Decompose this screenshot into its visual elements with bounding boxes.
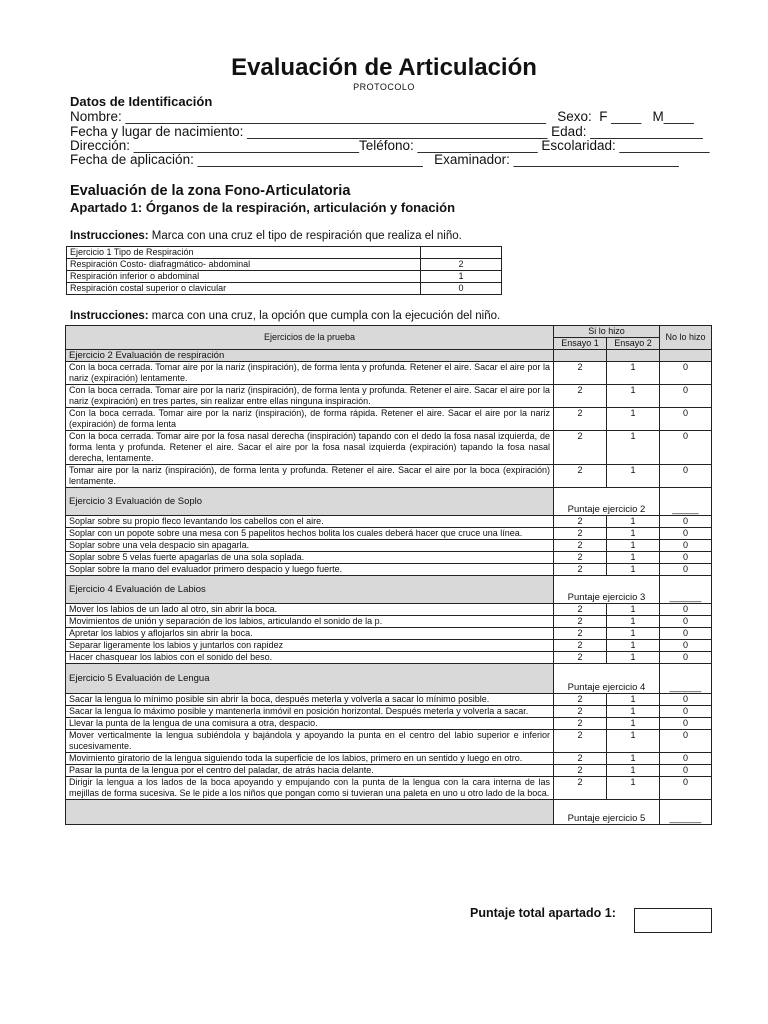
ensayo2-value: 1 — [607, 694, 660, 706]
identification-heading: Datos de Identificación — [70, 94, 213, 109]
table-row — [66, 385, 712, 408]
exercise-description: Llevar la punta de la lengua de una comisura a otra, despacio. — [66, 718, 554, 730]
ensayo1-value: 2 — [554, 777, 607, 800]
exercise-2-title-no — [660, 350, 712, 362]
col-header-no: No lo hizo — [660, 326, 712, 350]
ensayo1-value: 2 — [554, 753, 607, 765]
no-value: 0 — [660, 552, 712, 564]
table-row — [66, 350, 712, 362]
address-line: Dirección: ______________________________Teléfono: ________________ Escolaridad: ____________ — [70, 138, 710, 153]
no-value: 0 — [660, 528, 712, 540]
exercise-description: Separar ligeramente los labios y juntarlos con rapidez — [66, 640, 554, 652]
no-value: 0 — [660, 516, 712, 528]
ensayo1-value: 2 — [554, 694, 607, 706]
no-value: 0 — [660, 706, 712, 718]
total-score-label: Puntaje total apartado 1: — [470, 906, 616, 920]
table-row — [66, 604, 712, 616]
exercise-description: Movimientos de unión y separación de los labios, articulando el sonido de la p. — [66, 616, 554, 628]
score-label-4: Puntaje ejercicio 4 — [554, 664, 660, 694]
col-header-ensayo2: Ensayo 2 — [607, 338, 660, 350]
score-blank-4: ______ — [660, 664, 712, 694]
ensayo2-value: 1 — [607, 616, 660, 628]
ensayo1-value: 2 — [554, 465, 607, 488]
ensayo2-value: 1 — [607, 718, 660, 730]
ensayo1-value: 2 — [554, 616, 607, 628]
ensayo1-value: 2 — [554, 765, 607, 777]
instructions-2-label: Instrucciones: — [70, 310, 149, 322]
ensayo1-value: 2 — [554, 718, 607, 730]
table-row — [66, 564, 712, 576]
table-row — [66, 777, 712, 800]
ensayo2-value: 1 — [607, 765, 660, 777]
no-value: 0 — [660, 718, 712, 730]
exercise-description: Con la boca cerrada. Tomar aire por la nariz (inspiración), de forma rápida. Retener el aire. Sacar el aire por la nariz (expiración) de forma lenta — [66, 408, 554, 431]
exercise-3-title: Ejercicio 3 Evaluación de Soplo — [66, 488, 554, 516]
ensayo1-value: 2 — [554, 640, 607, 652]
score-blank-2: _____ — [660, 488, 712, 516]
ensayo1-value: 2 — [554, 528, 607, 540]
table-row — [66, 718, 712, 730]
exercise-description: Soplar con un popote sobre una mesa con 5 papelitos hechos bolita los cuales deberá hacer que cruce una línea. — [66, 528, 554, 540]
ensayo1-value: 2 — [554, 385, 607, 408]
instructions-2-text: marca con una cruz, la opción que cumpla con la ejecución del niño. — [148, 310, 501, 322]
ensayo2-value: 1 — [607, 431, 660, 465]
exercise-description: Con la boca cerrada. Tomar aire por la fosa nasal derecha (inspiración) tapando con el dedo la fosa nasal izquierda, de forma lenta y profunda. Retener el aire. Sacar el aire por la fosa nasal izquierda (expiración) tapando la fosa nasal derecha, lentamente. — [66, 431, 554, 465]
no-value: 0 — [660, 362, 712, 385]
no-value: 0 — [660, 777, 712, 800]
table-row — [66, 800, 712, 825]
no-value: 0 — [660, 765, 712, 777]
respiration-table-header: Ejercicio 1 Tipo de Respiración — [67, 247, 421, 259]
ensayo2-value: 1 — [607, 706, 660, 718]
table-row — [66, 765, 712, 777]
instructions-1-label: Instrucciones: — [70, 230, 149, 242]
col-header-exercises: Ejercicios de la prueba — [66, 326, 554, 350]
table-row — [66, 540, 712, 552]
ensayo1-value: 2 — [554, 362, 607, 385]
respiration-row-label: Respiración costal superior o clavicular — [67, 283, 421, 295]
ensayo2-value: 1 — [607, 604, 660, 616]
section-heading: Evaluación de la zona Fono-Articulatoria — [70, 183, 351, 199]
table-row — [66, 576, 712, 604]
exercise-2-body — [66, 350, 712, 488]
name-line: Nombre: ________________________________________________________ Sexo: F ____ M____ — [70, 109, 694, 124]
no-value: 0 — [660, 408, 712, 431]
exercise-4-body — [66, 576, 712, 664]
table-row — [66, 664, 712, 694]
instructions-2 — [70, 310, 500, 322]
exercise-description: Sacar la lengua lo máximo posible y mantenerla inmóvil en posición horizontal. Después meterla y volverla a sacar. — [66, 706, 554, 718]
ensayo1-value: 2 — [554, 730, 607, 753]
exercise-description: Hacer chasquear los labios con el sonido del beso. — [66, 652, 554, 664]
ensayo2-value: 1 — [607, 640, 660, 652]
ensayo1-value: 2 — [554, 604, 607, 616]
table-row — [66, 408, 712, 431]
instructions-1-text: Marca con una cruz el tipo de respiración que realiza el niño. — [148, 230, 462, 242]
ensayo1-value: 2 — [554, 540, 607, 552]
col-header-si: Si lo hizo — [554, 326, 660, 338]
exercise-description: Movimiento giratorio de la lengua siguiendo toda la superficie de los labios, primero en un sentido y luego en otro. — [66, 753, 554, 765]
exercise-description: Mover verticalmente la lengua subiéndola y bajándola y apoyando la punta en el centro del labio superior e inferior sucesivamente. — [66, 730, 554, 753]
no-value: 0 — [660, 730, 712, 753]
ensayo2-value: 1 — [607, 652, 660, 664]
no-value: 0 — [660, 628, 712, 640]
exercise-description: Sacar la lengua lo mínimo posible sin abrir la boca, después meterla y volverla a sacar lo mínimo posible. — [66, 694, 554, 706]
exercise-4-title: Ejercicio 4 Evaluación de Labios — [66, 576, 554, 604]
ensayo2-value: 1 — [607, 730, 660, 753]
no-value: 0 — [660, 640, 712, 652]
ensayo2-value: 1 — [607, 362, 660, 385]
exercise-description: Soplar sobre su propio fleco levantando los cabellos con el aire. — [66, 516, 554, 528]
table-row — [66, 528, 712, 540]
respiration-row-value: 0 — [421, 283, 502, 295]
ensayo2-value: 1 — [607, 564, 660, 576]
ensayo2-value: 1 — [607, 552, 660, 564]
respiration-table — [66, 246, 502, 295]
ensayo1-value: 2 — [554, 564, 607, 576]
application-date-line: Fecha de aplicación: ______________________________ Examinador: ______________________ — [70, 152, 679, 167]
instructions-1 — [70, 230, 462, 242]
exercise-description: Soplar sobre la mano del evaluador primero despacio y luego fuerte. — [66, 564, 554, 576]
ensayo2-value: 1 — [607, 465, 660, 488]
birth-line: Fecha y lugar de nacimiento: ________________________________________ Edad: _______________ — [70, 124, 703, 139]
exercise-5-body — [66, 664, 712, 800]
score-blank-5: ______ — [660, 800, 712, 825]
section-subheading: Apartado 1: Órganos de la respiración, articulación y fonación — [70, 200, 456, 215]
no-value: 0 — [660, 604, 712, 616]
respiration-row-label: Respiración Costo- diafragmático- abdominal — [67, 259, 421, 271]
page-title: Evaluación de Articulación — [231, 54, 537, 81]
table-row — [66, 640, 712, 652]
ensayo1-value: 2 — [554, 652, 607, 664]
ensayo2-value: 1 — [607, 408, 660, 431]
table-row — [66, 694, 712, 706]
no-value: 0 — [660, 616, 712, 628]
score-label-2: Puntaje ejercicio 2 — [554, 488, 660, 516]
no-value: 0 — [660, 540, 712, 552]
table-row — [66, 465, 712, 488]
exercise-5-title: Ejercicio 5 Evaluación de Lengua — [66, 664, 554, 694]
ensayo2-value: 1 — [607, 628, 660, 640]
no-value: 0 — [660, 431, 712, 465]
score-label-3: Puntaje ejercicio 3 — [554, 576, 660, 604]
exercise-2-title: Ejercicio 2 Evaluación de respiración — [66, 350, 554, 362]
exercise-description: Apretar los labios y aflojarlos sin abrir la boca. — [66, 628, 554, 640]
ensayo1-value: 2 — [554, 628, 607, 640]
table-row — [66, 706, 712, 718]
ensayo2-value: 1 — [607, 753, 660, 765]
table-row — [66, 516, 712, 528]
exercise-3-body — [66, 488, 712, 576]
ensayo2-value: 1 — [607, 540, 660, 552]
respiration-row-label: Respiración inferior o abdominal — [67, 271, 421, 283]
table-row — [66, 628, 712, 640]
exercise-2-title-e2 — [607, 350, 660, 362]
exercise-description: Tomar aire por la nariz (inspiración), de forma lenta y profunda. Retener el aire. Sacar el aire por la boca (expiración) lentamente. — [66, 465, 554, 488]
ensayo2-value: 1 — [607, 777, 660, 800]
exercise-description: Dirigir la lengua a los lados de la boca apoyando y empujando con la punta de la lengua con la cara interna de las mejillas de forma sucesiva. Se le pide a los niños que pongan como si tuvieran una paleta en uno u otro lado de la boca. — [66, 777, 554, 800]
final-score-body — [66, 800, 712, 825]
exercise-description: Con la boca cerrada. Tomar aire por la nariz (inspiración), de forma lenta y profunda. Retener el aire. Sacar el aire por la nariz (expiración) lentamente. — [66, 362, 554, 385]
exercise-description: Pasar la punta de la lengua por el centro del paladar, de atrás hacia delante. — [66, 765, 554, 777]
ensayo1-value: 2 — [554, 552, 607, 564]
no-value: 0 — [660, 465, 712, 488]
respiration-row-value: 2 — [421, 259, 502, 271]
ensayo1-value: 2 — [554, 408, 607, 431]
table-row — [66, 552, 712, 564]
table-row — [66, 730, 712, 753]
col-header-ensayo1: Ensayo 1 — [554, 338, 607, 350]
table-row — [66, 616, 712, 628]
exercise-2-title-e1 — [554, 350, 607, 362]
table-row — [66, 362, 712, 385]
respiration-row-value: 1 — [421, 271, 502, 283]
exercise-description: Con la boca cerrada. Tomar aire por la nariz (inspiración), de forma lenta y profunda. Retener el aire. Sacar el aire por la nariz (expiración) en tres partes, sin realizar entre ellas ninguna inspiración. — [66, 385, 554, 408]
exercises-table — [65, 325, 712, 825]
no-value: 0 — [660, 652, 712, 664]
no-value: 0 — [660, 694, 712, 706]
table-row — [66, 488, 712, 516]
score-label-5: Puntaje ejercicio 5 — [554, 800, 660, 825]
ensayo2-value: 1 — [607, 528, 660, 540]
ensayo1-value: 2 — [554, 431, 607, 465]
respiration-table-header-value — [421, 247, 502, 259]
ensayo1-value: 2 — [554, 516, 607, 528]
table-row — [66, 431, 712, 465]
table-row — [66, 652, 712, 664]
score-blank-3: ______ — [660, 576, 712, 604]
page-subtitle: PROTOCOLO — [353, 82, 415, 92]
final-empty-cell — [66, 800, 554, 825]
ensayo2-value: 1 — [607, 385, 660, 408]
ensayo2-value: 1 — [607, 516, 660, 528]
no-value: 0 — [660, 564, 712, 576]
exercise-description: Soplar sobre 5 velas fuerte apagarlas de una sola soplada. — [66, 552, 554, 564]
exercise-description: Soplar sobre una vela despacio sin apagarla. — [66, 540, 554, 552]
ensayo1-value: 2 — [554, 706, 607, 718]
no-value: 0 — [660, 753, 712, 765]
table-row — [66, 753, 712, 765]
total-score-box[interactable] — [634, 908, 712, 933]
exercise-description: Mover los labios de un lado al otro, sin abrir la boca. — [66, 604, 554, 616]
no-value: 0 — [660, 385, 712, 408]
